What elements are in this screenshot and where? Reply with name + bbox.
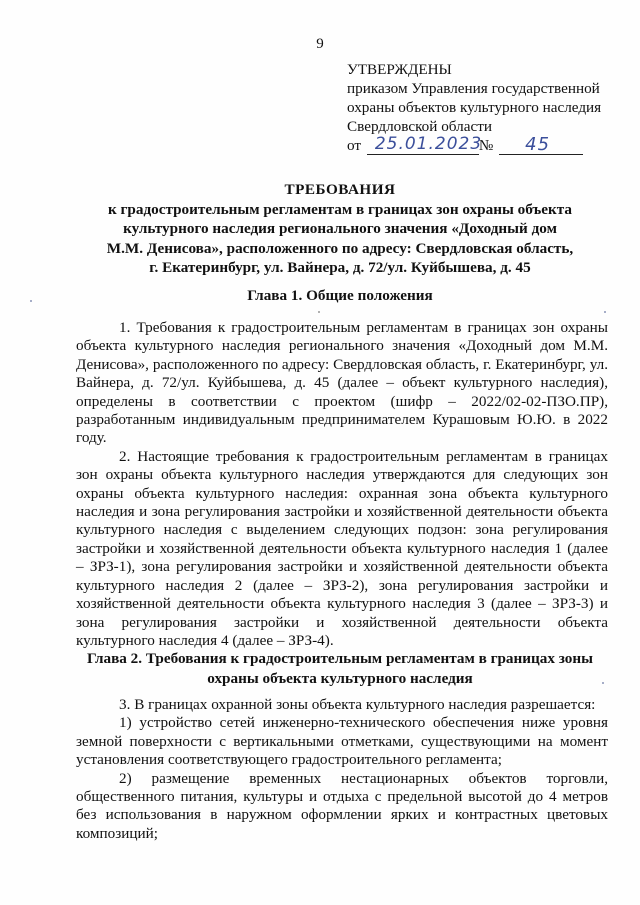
- title-line-3: М.М. Денисова», расположенного по адресу: Свердловская область,: [106, 239, 574, 257]
- number-label: №: [478, 137, 494, 154]
- chapter-2-body: [76, 696, 608, 843]
- approval-region-line: Свердловской области: [347, 118, 492, 135]
- scan-speck: [30, 300, 32, 302]
- scan-speck: [318, 311, 320, 313]
- handwritten-number: 45: [525, 134, 551, 155]
- chapter-2-heading-line-2: охраны объекта культурного наследия: [207, 669, 473, 687]
- from-label: от: [347, 137, 362, 154]
- title-line-1: к градостроительным регламентам в границах зон охраны объекта: [107, 200, 573, 218]
- title-line-2: культурного наследия регионального значения «Доходный дом: [123, 220, 557, 237]
- number-field: [499, 134, 583, 155]
- document-title: [60, 180, 620, 278]
- handwritten-date: 25.01.2023: [374, 134, 483, 154]
- chapter-2-heading-line-1: Глава 2. Требования к градостроительным регламентам в границах зоны: [87, 650, 593, 667]
- page-number: 9: [316, 36, 324, 52]
- chapter-1-heading: Глава 1. Общие положения: [247, 287, 433, 304]
- approval-order-line: приказом Управления государственной: [347, 80, 600, 97]
- approval-date-number-line: [347, 136, 617, 156]
- scan-speck: [604, 311, 606, 313]
- approval-stamp-block: [347, 60, 617, 156]
- title-main: ТРЕБОВАНИЯ: [284, 181, 396, 198]
- paragraph-1: 1. Требования к градостроительным регламентам в границах зон охраны объекта культурного наследия регионального значения «Доходный дом М.М. Денисова», расположенного по адресу: Свердловская область, г. Екатеринбург, ул. Вайнера, д. 72/ул. Куйбышева, д. 45 (далее – объект культурного наследия), определены в соответствии с проектом (шифр – 2022/02-02-ПЗО.ПР), разработанным индивидуальным предпринимателем Курашовым Ю.Ю. в 2022 году.: [76, 319, 608, 447]
- list-item-2: 2) размещение временных нестационарных объектов торговли, общественного питания, культуры и отдыха с предельной высотой до 4 метров без использования в наружном оформлении ярких и контрастных цветовых композиций;: [76, 769, 608, 842]
- list-item-1: 1) устройство сетей инженерно-технического обеспечения ниже уровня земной поверхности с вертикальными отметками, существующими на момент установления соответствующего градостроительного регламента;: [76, 714, 608, 769]
- date-field: [367, 134, 483, 155]
- chapter-1-body: [76, 319, 608, 650]
- approval-authority-line: охраны объектов культурного наследия: [347, 99, 602, 116]
- paragraph-2: 2. Настоящие требования к градостроительным регламентам в границах зон охраны объекта культурного наследия утверждаются для следующих зон охраны объекта культурного наследия: охранная зона объекта культурного наследия и зона регулирования застройки и хозяйственной деятельности объекта культурного наследия с выделением следующих подзон: зона регулирования застройки и хозяйственной деятельности объекта культурного наследия 1 (далее – ЗРЗ-1), зона регулирования застройки и хозяйственной деятельности объекта культурного наследия 2 (далее – ЗРЗ-2), зона регулирования застройки и хозяйственной деятельности объекта культурного наследия 3 (далее – ЗРЗ-3) и зона регулирования застройки и хозяйственной деятельности объекта культурного наследия 4 (далее – ЗРЗ-4).: [76, 447, 608, 649]
- scan-speck: [602, 682, 604, 684]
- title-line-4: г. Екатеринбург, ул. Вайнера, д. 72/ул. Куйбышева, д. 45: [149, 259, 531, 276]
- chapter-2-heading: [60, 649, 620, 688]
- approval-heading: УТВЕРЖДЕНЫ: [347, 61, 452, 78]
- paragraph-3: 3. В границах охранной зоны объекта культурного наследия разрешается:: [119, 696, 596, 713]
